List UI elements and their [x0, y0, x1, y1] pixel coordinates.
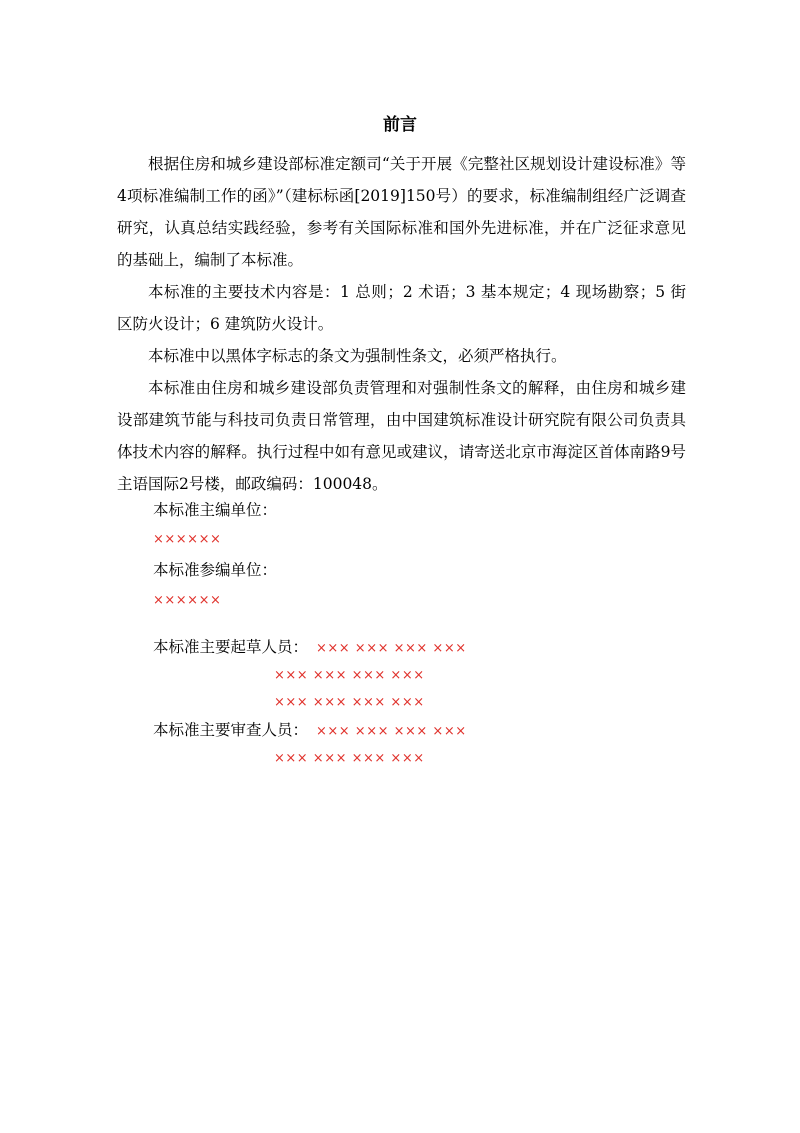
chief-unit-value: ×××××× — [153, 532, 222, 547]
paragraph-contents: 本标准的主要技术内容是：1 总则；2 术语；3 基本规定；4 现场勘察；5 街区防火设计；6 建筑防火设计。 — [117, 283, 686, 333]
participating-unit-value: ×××××× — [153, 593, 222, 608]
reviewers-label: 本标准主要审查人员： — [153, 721, 309, 739]
drafters-line: ××× ××× ××× ××× — [274, 668, 425, 683]
participating-unit-label: 本标准参编单位： — [153, 561, 278, 579]
reviewers-line: ××× ××× ××× ××× — [316, 724, 467, 739]
reviewers-line: ××× ××× ××× ××× — [274, 751, 425, 766]
drafters-label: 本标准主要起草人员： — [153, 638, 309, 656]
paragraph-management: 本标准由住房和城乡建设部负责管理和对强制性条文的解释，由住房和城乡建设部建筑节能与科技司负责日常管理，由中国建筑标准设计研究院有限公司负责具体技术内容的解释。执行过程中如有意见或建议，请寄送北京市海淀区首体南路9号主语国际2号楼，邮政编码：100048。 — [117, 379, 686, 493]
page-title: 前言 — [383, 115, 417, 135]
paragraph-background: 根据住房和城乡建设部标准定额司“关于开展《完整社区规划设计建设标准》等4项标准编制工作的函》”（建标标函[2019]150号）的要求，标准编制组经广泛调查研究，认真总结实践经验，参考有关国际标准和国外先进标准，并在广泛征求意见的基础上，编制了本标准。 — [117, 155, 686, 269]
paragraph-mandatory: 本标准中以黑体字标志的条文为强制性条文，必须严格执行。 — [148, 347, 567, 365]
drafters-line: ××× ××× ××× ××× — [274, 695, 425, 710]
chief-unit-label: 本标准主编单位： — [153, 501, 278, 519]
drafters-line: ××× ××× ××× ××× — [316, 641, 467, 656]
